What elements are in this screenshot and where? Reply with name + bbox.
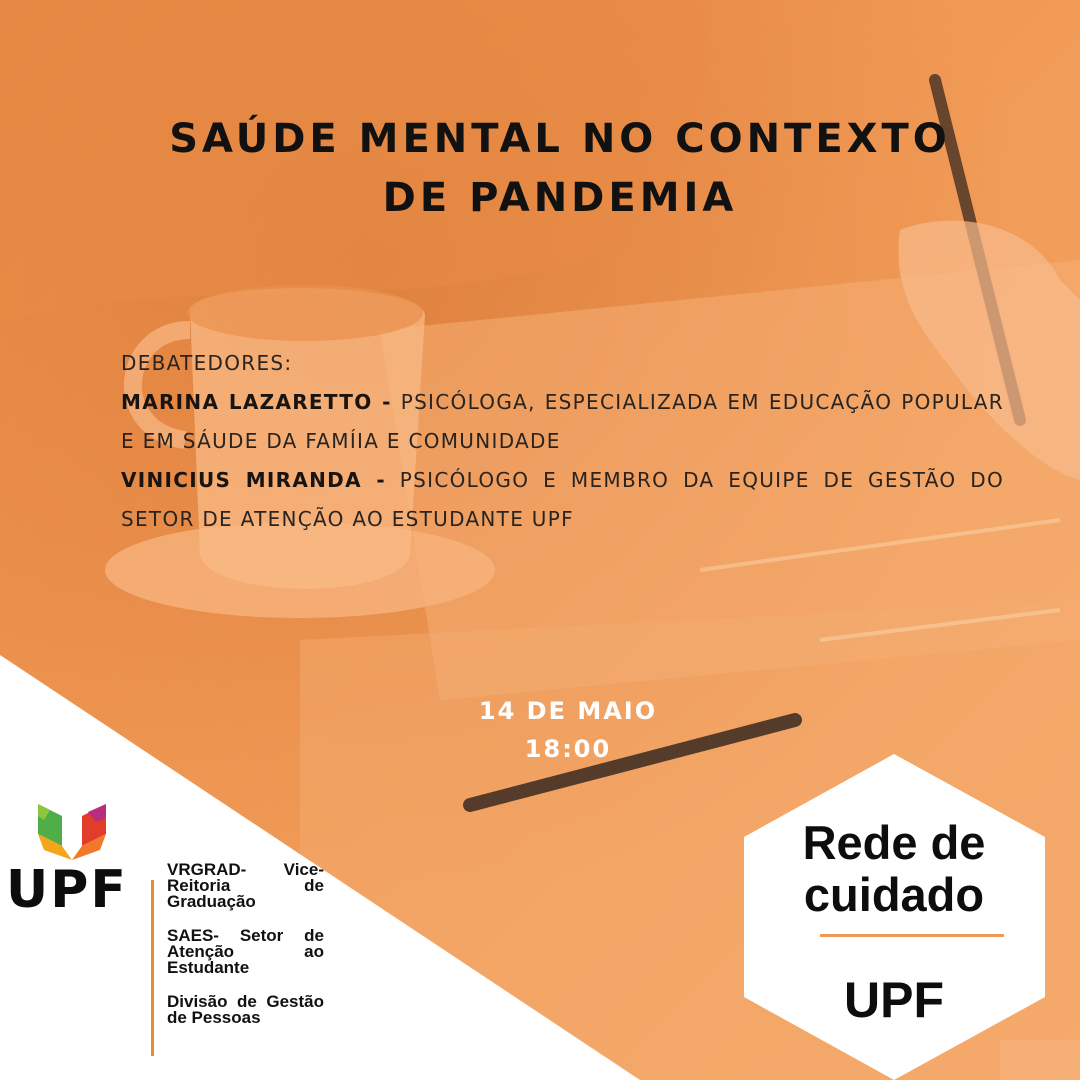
event-time: 18:00: [524, 735, 612, 763]
organizer-item: VRGRAD- Vice-Reitoria de Graduação: [167, 860, 324, 911]
badge-divider: [820, 934, 1004, 937]
debater-description-2: PSICÓLOGO E MEMBRO DA EQUIPE DE GESTÃO DO SETOR DE ATENÇÃO AO ESTUDANTE UPF: [121, 468, 1004, 531]
organizer-item: Divisão de Gestão de Pessoas: [167, 992, 324, 1027]
debater-entry-1: [121, 383, 1004, 461]
organizer-item: SAES- Setor de Atenção ao Estudante: [167, 926, 324, 977]
badge-title: [760, 817, 1028, 921]
organizers-divider: [151, 880, 154, 1056]
badge-title-line-1: Rede de: [802, 816, 986, 869]
debater-entry-2: [121, 461, 1004, 539]
debater-name-2: VINICIUS MIRANDA -: [121, 468, 386, 492]
event-title-line-1: SAÚDE MENTAL NO CONTEXTO: [169, 116, 951, 162]
debater-name-1: MARINA LAZARETTO -: [121, 390, 392, 414]
organizers-list: [167, 862, 324, 1044]
event-title-line-2: DE PANDEMIA: [382, 175, 738, 221]
upf-wordmark: UPF: [6, 860, 128, 920]
event-datetime: [418, 692, 718, 768]
badge-title-line-2: cuidado: [803, 868, 985, 921]
badge-subtitle: UPF: [844, 972, 944, 1028]
event-title: [100, 110, 1020, 228]
event-date: 14 DE MAIO: [478, 697, 658, 725]
debaters-heading: DEBATEDORES:: [121, 351, 293, 375]
debaters-section: [121, 344, 1004, 539]
debater-description-1: PSICÓLOGA, ESPECIALIZADA EM EDUCAÇÃO POPULAR E EM SÁUDE DA FAMÍIA E COMUNIDADE: [121, 390, 1004, 453]
